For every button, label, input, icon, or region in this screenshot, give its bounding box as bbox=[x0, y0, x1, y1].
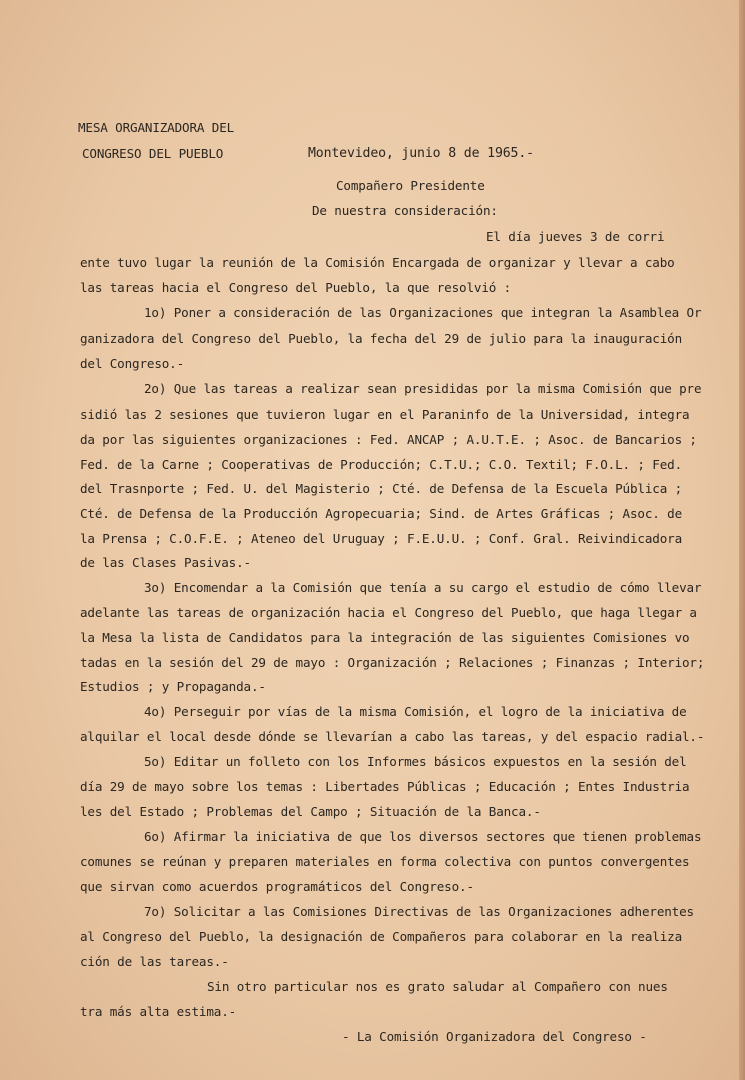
body-line: adelante las tareas de organización hacia el Congreso del Pueblo, que haga llegar a bbox=[80, 605, 697, 620]
body-line: da por las siguientes organizaciones : Fed. ANCAP ; A.U.T.E. ; Asoc. de Bancarios ; bbox=[80, 432, 697, 447]
body-line: sidió las 2 sesiones que tuvieron lugar en el Paraninfo de la Universidad, integra bbox=[80, 407, 690, 422]
body-line: día 29 de mayo sobre los temas : Libertades Públicas ; Educación ; Entes Industria bbox=[80, 779, 690, 794]
body-line: 7o) Solicitar a las Comisiones Directivas de las Organizaciones adherentes bbox=[144, 904, 694, 919]
body-line: las tareas hacia el Congreso del Pueblo, la que resolvió : bbox=[80, 280, 512, 295]
salutation-recipient: Compañero Presidente bbox=[336, 178, 485, 193]
body-line: 4o) Perseguir por vías de la misma Comisión, el logro de la iniciativa de bbox=[144, 704, 687, 719]
org-name-line1: MESA ORGANIZADORA DEL bbox=[78, 120, 235, 135]
body-line: al Congreso del Pueblo, la designación de Compañeros para colaborar en la realiza bbox=[80, 929, 682, 944]
body-line: la Prensa ; C.O.F.E. ; Ateneo del Uruguay ; F.E.U.U. ; Conf. Gral. Reivindicadora bbox=[80, 531, 682, 546]
body-line: les del Estado ; Problemas del Campo ; Situación de la Banca.- bbox=[80, 804, 541, 819]
org-name-line2: CONGRESO DEL PUEBLO bbox=[82, 146, 224, 161]
body-line: ción de las tareas.- bbox=[80, 954, 229, 969]
body-line: 1o) Poner a consideración de las Organizaciones que integran la Asamblea Or bbox=[144, 305, 702, 320]
body-line: Cté. de Defensa de la Producción Agropecuaria; Sind. de Artes Gráficas ; Asoc. de bbox=[80, 506, 682, 521]
body-line: ganizadora del Congreso del Pueblo, la fecha del 29 de julio para la inauguración bbox=[80, 331, 682, 346]
body-line: del Congreso.- bbox=[80, 356, 185, 371]
signature-line: - La Comisión Organizadora del Congreso - bbox=[342, 1029, 647, 1044]
body-line: El día jueves 3 de corri bbox=[486, 229, 665, 244]
body-line: alquilar el local desde dónde se llevarían a cabo las tareas, y del espacio radial.- bbox=[80, 729, 705, 744]
body-line: Sin otro particular nos es grato saludar al Compañero con nues bbox=[207, 979, 668, 994]
place-date: Montevideo, junio 8 de 1965.- bbox=[308, 146, 534, 161]
paper-edge bbox=[739, 0, 745, 1080]
body-line: del Trasnporte ; Fed. U. del Magisterio ; Cté. de Defensa de la Escuela Pública ; bbox=[80, 481, 682, 496]
body-line: 2o) Que las tareas a realizar sean presididas por la misma Comisión que pre bbox=[144, 381, 702, 396]
body-line: la Mesa la lista de Candidatos para la integración de las siguientes Comisiones vo bbox=[80, 630, 690, 645]
body-line: 5o) Editar un folleto con los Informes básicos expuestos en la sesión del bbox=[144, 754, 687, 769]
body-line: 3o) Encomendar a la Comisión que tenía a su cargo el estudio de cómo llevar bbox=[144, 580, 702, 595]
body-line: de las Clases Pasivas.- bbox=[80, 555, 251, 570]
body-line: tadas en la sesión del 29 de mayo : Organización ; Relaciones ; Finanzas ; Interior; bbox=[80, 655, 705, 670]
body-line: Fed. de la Carne ; Cooperativas de Producción; C.T.U.; C.O. Textil; F.O.L. ; Fed. bbox=[80, 457, 682, 472]
body-line: que sirvan como acuerdos programáticos del Congreso.- bbox=[80, 879, 474, 894]
body-line: comunes se reúnan y preparen materiales en forma colectiva con puntos convergentes bbox=[80, 854, 690, 869]
body-line: tra más alta estima.- bbox=[80, 1004, 237, 1019]
salutation-greeting: De nuestra consideración: bbox=[312, 203, 498, 218]
body-line: 6o) Afirmar la iniciativa de que los diversos sectores que tienen problemas bbox=[144, 829, 702, 844]
body-line: ente tuvo lugar la reunión de la Comisión Encargada de organizar y llevar a cabo bbox=[80, 255, 675, 270]
body-line: Estudios ; y Propaganda.- bbox=[80, 679, 266, 694]
